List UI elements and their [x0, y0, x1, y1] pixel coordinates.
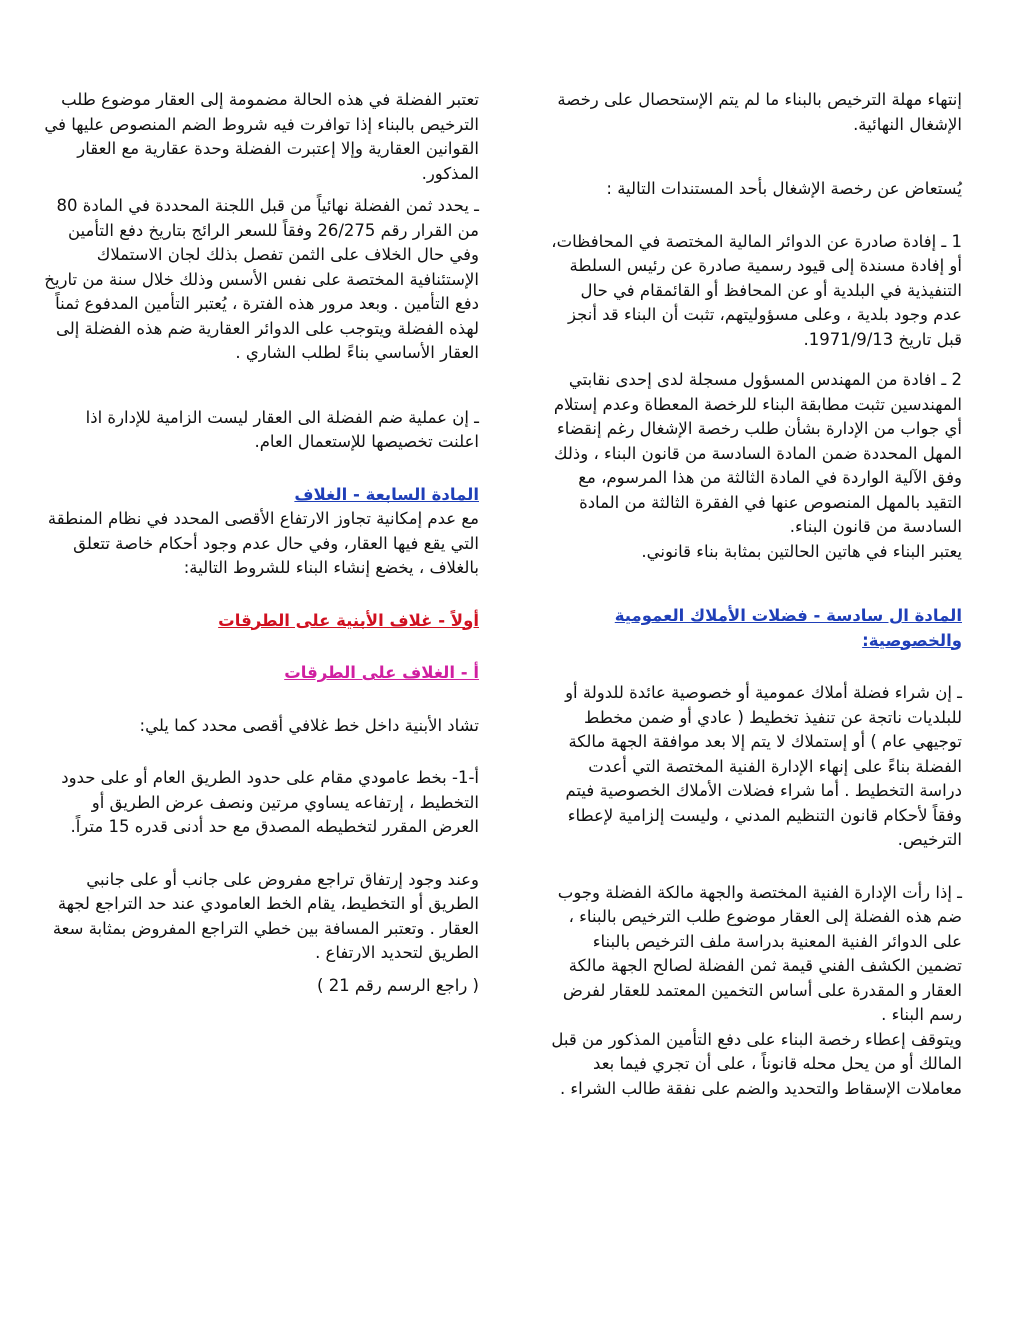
left-heading-first [41, 609, 479, 634]
first-heading-text: أولاً - غلاف الأبنية على الطرقات [218, 610, 479, 630]
left-paragraph-7: وعند وجود إرتفاق تراجع مفروض على جانب أو على جانبي الطريق أو التخطيط، يقام الخط العامودي عند حد التراجع لجهة العقار . وتعتبر المسافة بين خطي التراجع المفروض بمثابة سعة الطريق لتحديد الارتفاع . [52, 869, 479, 962]
right-column [548, 88, 962, 1101]
left-heading-article-7 [41, 483, 479, 508]
left-paragraph-1: تعتبر الفضلة في هذه الحالة مضمومة إلى العقار موضوع طلب الترخيص بالبناء إذا توافرت فيه شروط الضم المنصوص عليها في القوانين العقارية وإلا إعتبرت الفضلة وحدة عقارية مع العقار المذكور. [44, 90, 479, 183]
right-paragraph-7: ـ إذا رأت الإدارة الفنية المختصة والجهة مالكة الفضلة وجوب ضم هذه الفضلة إلى العقار موضوع طلب الترخيص بالبناء ، على الدوائر الفنية المعنية بدراسة ملف الترخيص بالبناء تضمين الكشف الفني قيمة ثمن الفضلة لصالح الجهة مالكة العقار و المقدرة على أساس التخمين المعتمد للعقار لفرض رسم البناء . [557, 882, 962, 1024]
left-paragraph-8: ( راجع الرسم رقم 21 ) [317, 975, 479, 995]
right-paragraph-2: يُستعاض عن رخصة الإشغال بأحد المستندات التالية : [606, 179, 962, 198]
right-paragraph-1: إنتهاء مهلة الترخيص بالبناء ما لم يتم الإستحصال على رخصة الإشغال النهائية. [557, 90, 962, 134]
right-paragraph-4: 2 ـ افادة من المهندس المسؤول مسجلة لدى إحدى نقابتي المهندسين تثبت مطابقة البناء للرخصة المعطاة وعدم إستلام أي جواب من الإدارة بشأن طلب رخصة الإشغال رغم إنقضاء المهل المحددة ضمن المادة السادسة من قانون البناء ، وذلك وفق الآلية الواردة في المادة الثالثة من هذا المرسوم، مع التقيد بالمهل المنصوص عنها في الفقرة الثالثة من المادة السادسة من قانون البناء. [553, 370, 962, 536]
left-heading-a [41, 661, 479, 686]
left-paragraph-4: مع عدم إمكانية تجاوز الارتفاع الأقصى المحدد في نظام المنطقة التي يقع فيها العقار، وفي حال عدم وجود أحكام خاصة تتعلق بالغلاف ، يخضع إنشاء البناء للشروط التالية: [47, 509, 479, 577]
right-paragraph-3: 1 ـ إفادة صادرة عن الدوائر المالية المختصة في المحافظات، أو إفادة مسندة إلى قيود رسمية صادرة عن رئيس السلطة التنفيذية في البلدية أو عن المحافظ أو القائمقام في حال عدم وجود بلدية ، وعلى مسؤوليتهم، تثبت أن البناء قد أنجز قبل تاريخ 1971/9/13. [551, 231, 962, 349]
right-paragraph-5: يعتبر البناء في هاتين الحالتين بمثابة بناء قانوني. [641, 541, 962, 561]
left-paragraph-3: ـ إن عملية ضم الفضلة الى العقار ليست الزامية للإدارة اذا اعلنت تخصيصها للإستعمال العام. [85, 407, 479, 451]
left-paragraph-6: أ-1- بخط عامودي مقام على حدود الطريق العام أو على حدود التخطيط ، إرتفاعه يساوي مرتين ونصف عرض الطريق أو العرض المقرر لتخطيطه المصدق مع حد أدنى قدره 15 متراً. [61, 768, 479, 836]
right-paragraph-8: ويتوقف إعطاء رخصة البناء على دفع التأمين المذكور من قبل المالك أو من يحل محله قانوناً ، على أن تجري فيما بعد معاملات الإسقاط والتحديد والضم على نفقة طالب الشراء . [551, 1029, 962, 1098]
right-heading-article-6 [548, 604, 962, 653]
left-paragraph-5: تشاد الأبنية داخل خط غلافي أقصى محدد كما يلي: [139, 715, 479, 735]
a-heading-text: أ - الغلاف على الطرقات [284, 663, 479, 682]
left-column [41, 88, 479, 998]
article-6-heading-text: المادة ال سادسة - فضلات الأملاك العمومية والخصوصية: [614, 606, 962, 650]
left-paragraph-2: ـ يحدد ثمن الفضلة نهائياً من قبل اللجنة المحددة في المادة 80 من القرار رقم 26/275 وفقاً للسعر الرائج بتاريخ دفع التأمين وفي حال الخلاف على الثمن تفصل بذلك لجان الاستملاك الإستئنافية المختصة على نفس الأسس وذلك خلال سنة من تاريخ دفع التأمين . وبعد مرور هذه الفترة ، يُعتبر التأمين المدفوع ثمناً لهذه الفضلة ويتوجب على الدوائر العقارية ضم هذه الفضلة إلى العقار الأساسي بناءً لطلب الشاري . [44, 196, 479, 362]
article-7-heading-text: المادة السابعة - الغلاف [294, 484, 479, 504]
right-paragraph-6: ـ إن شراء فضلة أملاك عمومية أو خصوصية عائدة للدولة أو للبلديات ناتجة عن تنفيذ تخطيط ( عادي أو ضمن مخطط توجيهي عام ) أو إستملاك لا يتم إلا بعد موافقة الجهة مالكة الفضلة بناءً على إنهاء الإدارة الفنية المختصة التي أعدت دراسة التخطيط . أما شراء فضلات الأملاك الخصوصية فيتم وفقاً لأحكام قانون التنظيم المدني ، وليست إلزامية لإعطاء الترخيص. [565, 683, 962, 849]
